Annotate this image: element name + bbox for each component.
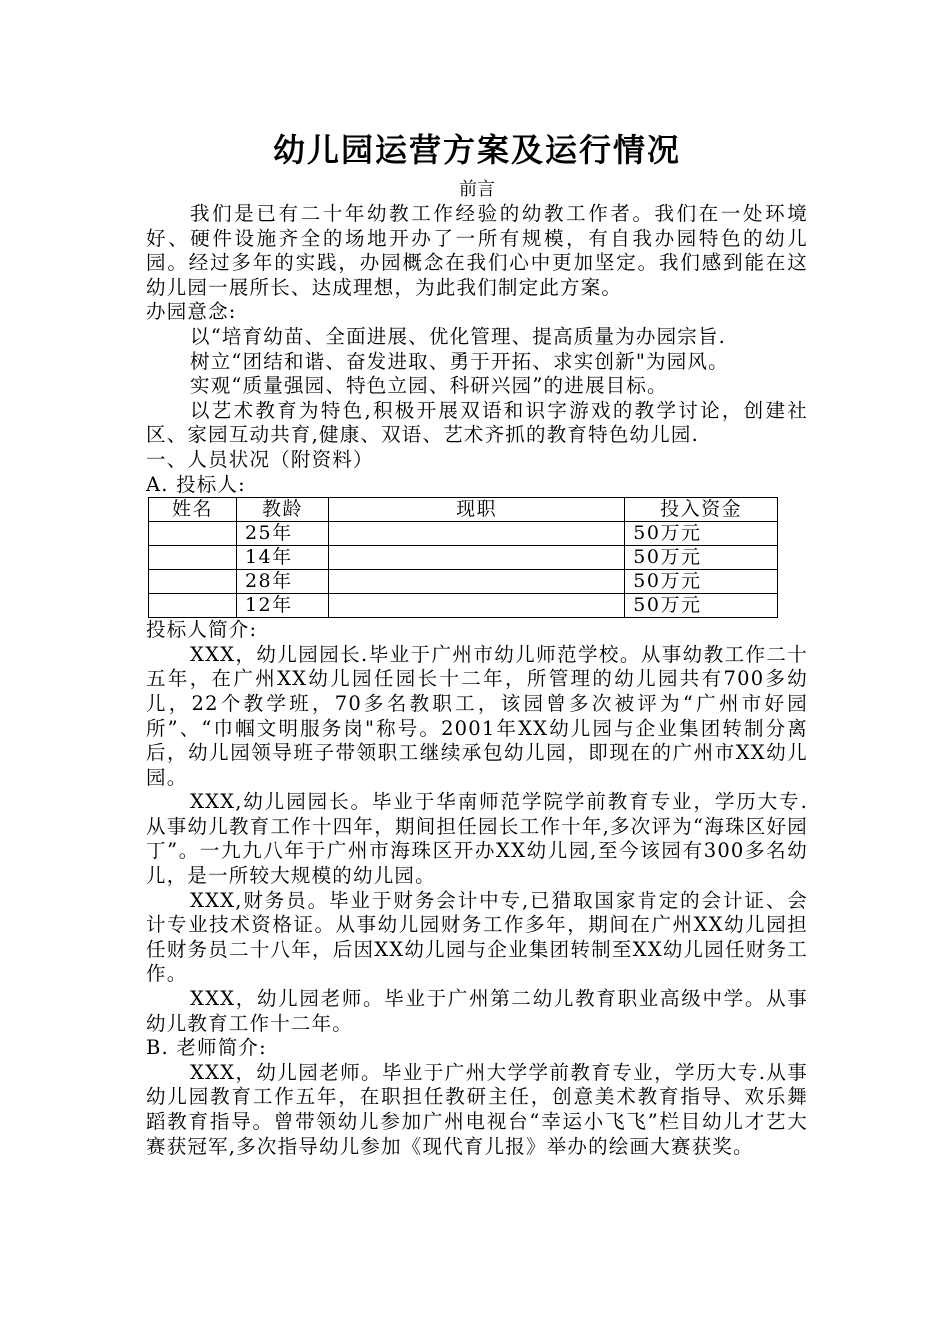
- bidder-intro-paragraph: XXX，幼儿园老师。毕业于广州第二幼儿教育职业高级中学。从事幼儿教育工作十二年。: [146, 987, 808, 1035]
- table-row: [149, 522, 778, 546]
- table-cell: [328, 546, 624, 570]
- table-row: [149, 570, 778, 594]
- document-page: [146, 128, 808, 1159]
- bidder-intro-paragraph: XXX,幼儿园园长。毕业于华南师范学院学前教育专业，学历大专.从事幼儿教育工作十四年，期间担任园长工作十年,多次评为“海珠区好园丁”。一九九八年于广州市海珠区开办XX幼儿园,至今该园有300多名幼儿，是一所较大规模的幼儿园。: [146, 790, 808, 888]
- table-cell: [328, 570, 624, 594]
- table-cell: [328, 594, 624, 618]
- bidder-table: [148, 497, 778, 618]
- table-cell: 50万元: [625, 546, 778, 570]
- table-header-row: [149, 498, 778, 522]
- document-title: 幼儿园运营方案及运行情况: [272, 131, 681, 169]
- bidder-intro-heading: 投标人简介:: [146, 618, 258, 642]
- teacher-heading: B. 老师简介:: [146, 1036, 267, 1060]
- bidder-heading: A. 投标人:: [146, 472, 246, 496]
- table-cell: 50万元: [625, 594, 778, 618]
- table-cell: [149, 594, 237, 618]
- table-header-name: 姓名: [149, 498, 237, 522]
- preface-paragraph: 我们是已有二十年幼教工作经验的幼教工作者。我们在一处环境好、硬件设施齐全的场地开办了一所有规模，有自我办园特色的幼儿园。经过多年的实践，办园概念在我们心中更加坚定。我们感到能在这幼儿园一展所长、达成理想，为此我们制定此方案。: [146, 202, 808, 299]
- table-row: [149, 594, 778, 618]
- teacher-intro-paragraph: XXX，幼儿园老师。毕业于广州大学学前教育专业，学历大专.从事幼儿园教育工作五年，在职担任教研主任，创意美术教育指导、欢乐舞蹈教育指导。曾带领幼儿参加广州电视台“幸运小飞飞”栏目幼儿才艺大赛获冠军,多次指导幼儿参加《现代育儿报》举办的绘画大赛获奖。: [146, 1060, 808, 1158]
- table-header-position: 现职: [328, 498, 624, 522]
- bidder-intro-paragraph: XXX，幼儿园园长.毕业于广州市幼儿师范学校。从事幼教工作二十五年，在广州XX幼儿园任园长十二年，所管理的幼儿园共有700多幼儿，22个教学班，70多名教职工，该园曾多次被评为“广州市好园所”、“巾帼文明服务岗"称号。2001年XX幼儿园与企业集团转制分离后，幼儿园领导班子带领职工继续承包幼儿园，即现在的广州市XX幼儿园。: [146, 642, 808, 789]
- bidder-intro-paragraph: XXX,财务员。毕业于财务会计中专,已猎取国家肯定的会计证、会计专业技术资格证。从事幼儿园财务工作多年，期间在广州XX幼儿园担任财务员二十八年，后因XX幼儿园与企业集团转制至XX幼儿园任财务工作。: [146, 888, 808, 986]
- table-cell: 12年: [236, 594, 328, 618]
- table-cell: [149, 546, 237, 570]
- table-cell: 25年: [236, 522, 328, 546]
- section-heading: 一、人员状况（附资料）: [146, 447, 374, 471]
- table-cell: [149, 522, 237, 546]
- table-row: [149, 546, 778, 570]
- table-header-years: 教龄: [236, 498, 328, 522]
- table-cell: [328, 522, 624, 546]
- table-header-investment: 投入资金: [625, 498, 778, 522]
- concept-line: 实观“质量强园、特色立园、科研兴园”的进展目标。: [190, 374, 668, 398]
- table-cell: 50万元: [625, 522, 778, 546]
- concept-line: 以“培育幼苗、全面进展、优化管理、提高质量为办园宗旨.: [190, 324, 727, 348]
- concept-line: 以艺术教育为特色,积极开展双语和识字游戏的教学讨论，创建社区、家园互动共育,健康、双语、艺术齐抓的教育特色幼儿园.: [146, 398, 808, 447]
- table-cell: 50万元: [625, 570, 778, 594]
- concept-line: 树立“团结和谐、奋发进取、勇于开拓、求实创新"为园风。: [190, 349, 729, 373]
- concept-heading: 办园意念:: [146, 300, 237, 324]
- table-cell: [149, 570, 237, 594]
- table-cell: 28年: [236, 570, 328, 594]
- preface-heading: 前言: [459, 179, 495, 200]
- table-cell: 14年: [236, 546, 328, 570]
